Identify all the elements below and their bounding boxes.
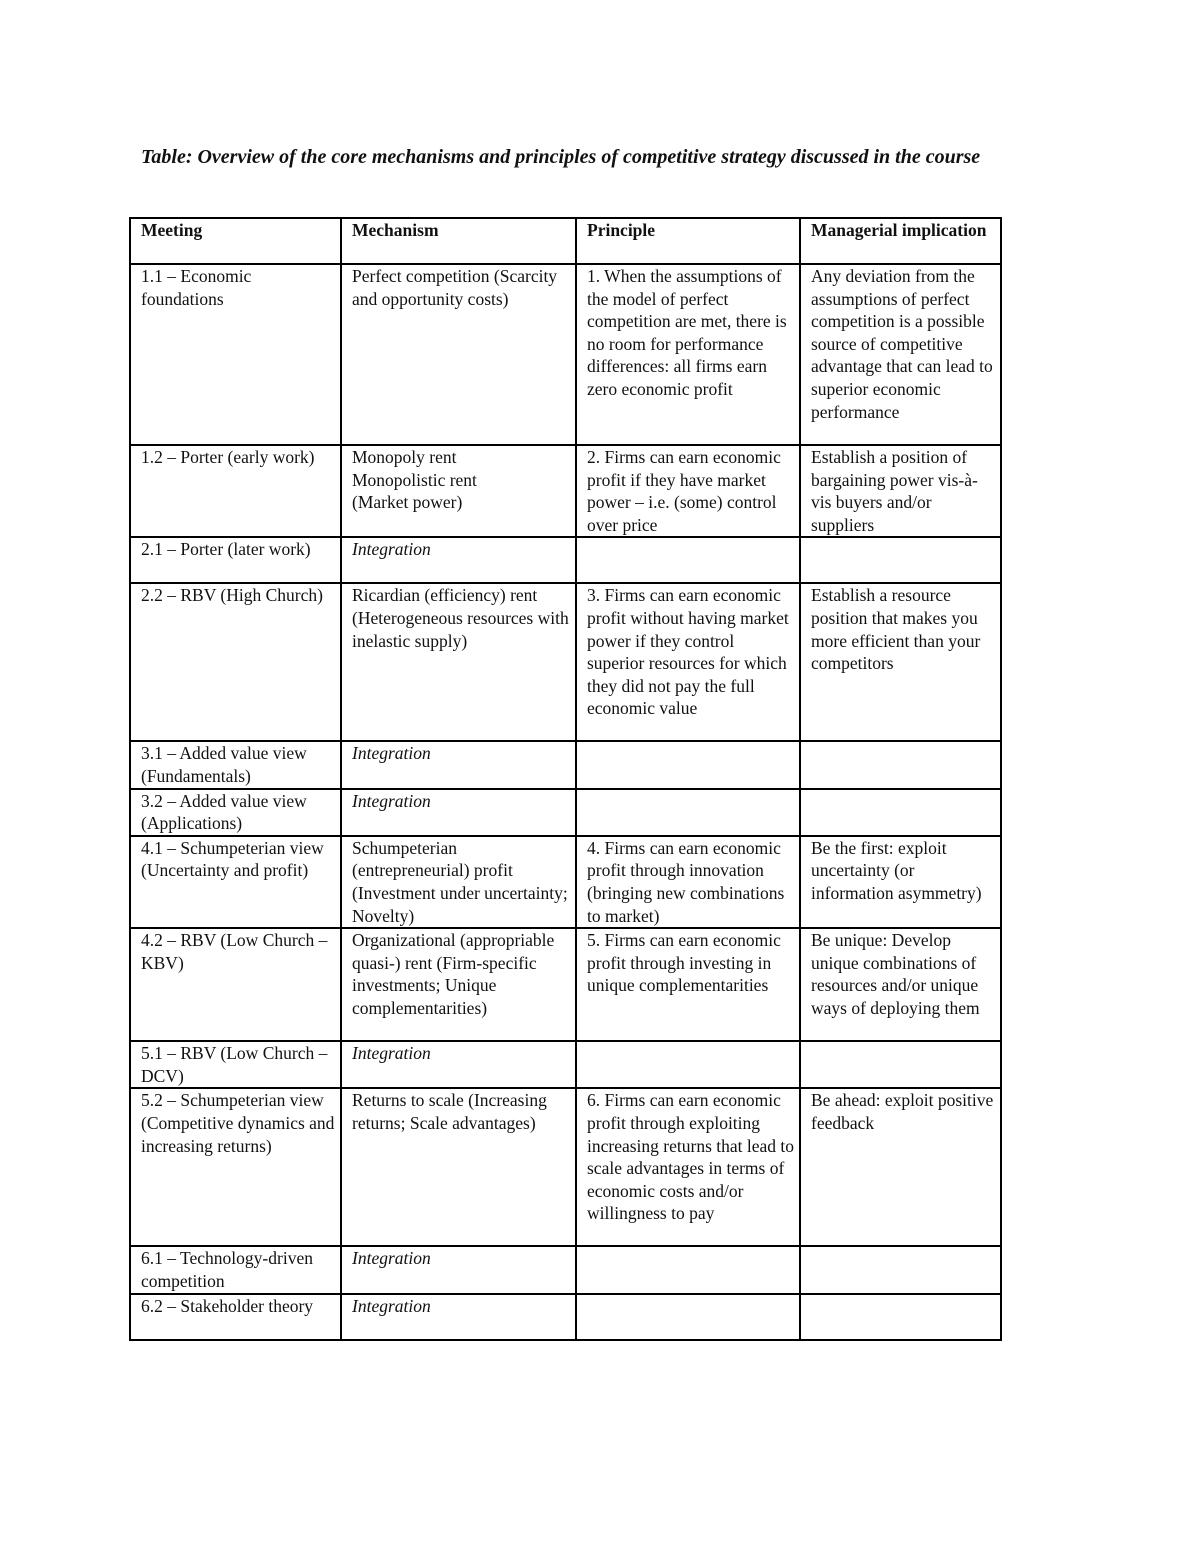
cell-meeting: 3.1 – Added value view (Fundamentals) bbox=[130, 741, 341, 788]
cell-implication: Be ahead: exploit positive feedback bbox=[800, 1088, 1001, 1246]
table-row bbox=[130, 1088, 1001, 1246]
cell-implication: Be the first: exploit uncertainty (or information asymmetry) bbox=[800, 836, 1001, 928]
table-row bbox=[130, 1294, 1001, 1340]
cell-implication bbox=[800, 1294, 1001, 1340]
cell-mechanism: Schumpeterian (entrepreneurial) profit (Investment under uncertainty; Novelty) bbox=[341, 836, 576, 928]
cell-mechanism: Organizational (appropriable quasi-) rent (Firm-specific investments; Unique complementarities) bbox=[341, 928, 576, 1041]
table-row bbox=[130, 789, 1001, 836]
cell-meeting: 6.2 – Stakeholder theory bbox=[130, 1294, 341, 1340]
cell-principle bbox=[576, 741, 800, 788]
cell-meeting: 3.2 – Added value view (Applications) bbox=[130, 789, 341, 836]
table-row bbox=[130, 836, 1001, 928]
cell-meeting: 2.1 – Porter (later work) bbox=[130, 537, 341, 583]
header-principle: Principle bbox=[576, 218, 800, 264]
cell-implication bbox=[800, 537, 1001, 583]
cell-mechanism: Integration bbox=[341, 1041, 576, 1088]
cell-principle: 6. Firms can earn economic profit through exploiting increasing returns that lead to scale advantages in terms of economic costs and/or willingness to pay bbox=[576, 1088, 800, 1246]
cell-mechanism: Ricardian (efficiency) rent (Heterogeneous resources with inelastic supply) bbox=[341, 583, 576, 741]
cell-meeting: 1.1 – Economic foundations bbox=[130, 264, 341, 445]
cell-mechanism: Perfect competition (Scarcity and opportunity costs) bbox=[341, 264, 576, 445]
cell-mechanism: Integration bbox=[341, 537, 576, 583]
table-row bbox=[130, 583, 1001, 741]
cell-principle bbox=[576, 1041, 800, 1088]
cell-implication: Be unique: Develop unique combinations of resources and/or unique ways of deploying them bbox=[800, 928, 1001, 1041]
cell-implication bbox=[800, 741, 1001, 788]
cell-principle bbox=[576, 1294, 800, 1340]
header-meeting: Meeting bbox=[130, 218, 341, 264]
table-caption: Table: Overview of the core mechanisms and principles of competitive strategy discussed in the course bbox=[141, 146, 981, 168]
table-header-row bbox=[130, 218, 1001, 264]
cell-principle: 3. Firms can earn economic profit without having market power if they control superior resources for which they did not pay the full economic value bbox=[576, 583, 800, 741]
header-mechanism: Mechanism bbox=[341, 218, 576, 264]
cell-mechanism: Integration bbox=[341, 1246, 576, 1293]
cell-implication: Establish a position of bargaining power vis-à-vis buyers and/or suppliers bbox=[800, 445, 1001, 537]
cell-meeting: 4.1 – Schumpeterian view (Uncertainty and profit) bbox=[130, 836, 341, 928]
cell-mechanism: Integration bbox=[341, 741, 576, 788]
table-row bbox=[130, 264, 1001, 445]
cell-principle bbox=[576, 789, 800, 836]
cell-mechanism: Returns to scale (Increasing returns; Scale advantages) bbox=[341, 1088, 576, 1246]
cell-principle: 5. Firms can earn economic profit through investing in unique complementarities bbox=[576, 928, 800, 1041]
cell-principle: 4. Firms can earn economic profit through innovation (bringing new combinations to market) bbox=[576, 836, 800, 928]
table-row bbox=[130, 1041, 1001, 1088]
cell-implication: Establish a resource position that makes you more efficient than your competitors bbox=[800, 583, 1001, 741]
table-row bbox=[130, 741, 1001, 788]
table-row bbox=[130, 537, 1001, 583]
header-implication: Managerial implication bbox=[800, 218, 1001, 264]
cell-mechanism: Integration bbox=[341, 1294, 576, 1340]
table-body bbox=[130, 264, 1001, 1340]
cell-implication bbox=[800, 789, 1001, 836]
cell-implication bbox=[800, 1246, 1001, 1293]
cell-meeting: 5.2 – Schumpeterian view (Competitive dynamics and increasing returns) bbox=[130, 1088, 341, 1246]
cell-meeting: 4.2 – RBV (Low Church – KBV) bbox=[130, 928, 341, 1041]
strategy-overview-table bbox=[129, 217, 1002, 1341]
cell-meeting: 2.2 – RBV (High Church) bbox=[130, 583, 341, 741]
cell-principle: 2. Firms can earn economic profit if they have market power – i.e. (some) control over price bbox=[576, 445, 800, 537]
table-row bbox=[130, 1246, 1001, 1293]
cell-principle bbox=[576, 1246, 800, 1293]
cell-mechanism: Integration bbox=[341, 789, 576, 836]
cell-meeting: 6.1 – Technology-driven competition bbox=[130, 1246, 341, 1293]
cell-implication: Any deviation from the assumptions of perfect competition is a possible source of competitive advantage that can lead to superior economic performance bbox=[800, 264, 1001, 445]
cell-meeting: 5.1 – RBV (Low Church – DCV) bbox=[130, 1041, 341, 1088]
cell-principle: 1. When the assumptions of the model of perfect competition are met, there is no room for performance differences: all firms earn zero economic profit bbox=[576, 264, 800, 445]
cell-meeting: 1.2 – Porter (early work) bbox=[130, 445, 341, 537]
cell-principle bbox=[576, 537, 800, 583]
cell-implication bbox=[800, 1041, 1001, 1088]
table-row bbox=[130, 445, 1001, 537]
cell-mechanism: Monopoly rent Monopolistic rent (Market power) bbox=[341, 445, 576, 537]
table-row bbox=[130, 928, 1001, 1041]
